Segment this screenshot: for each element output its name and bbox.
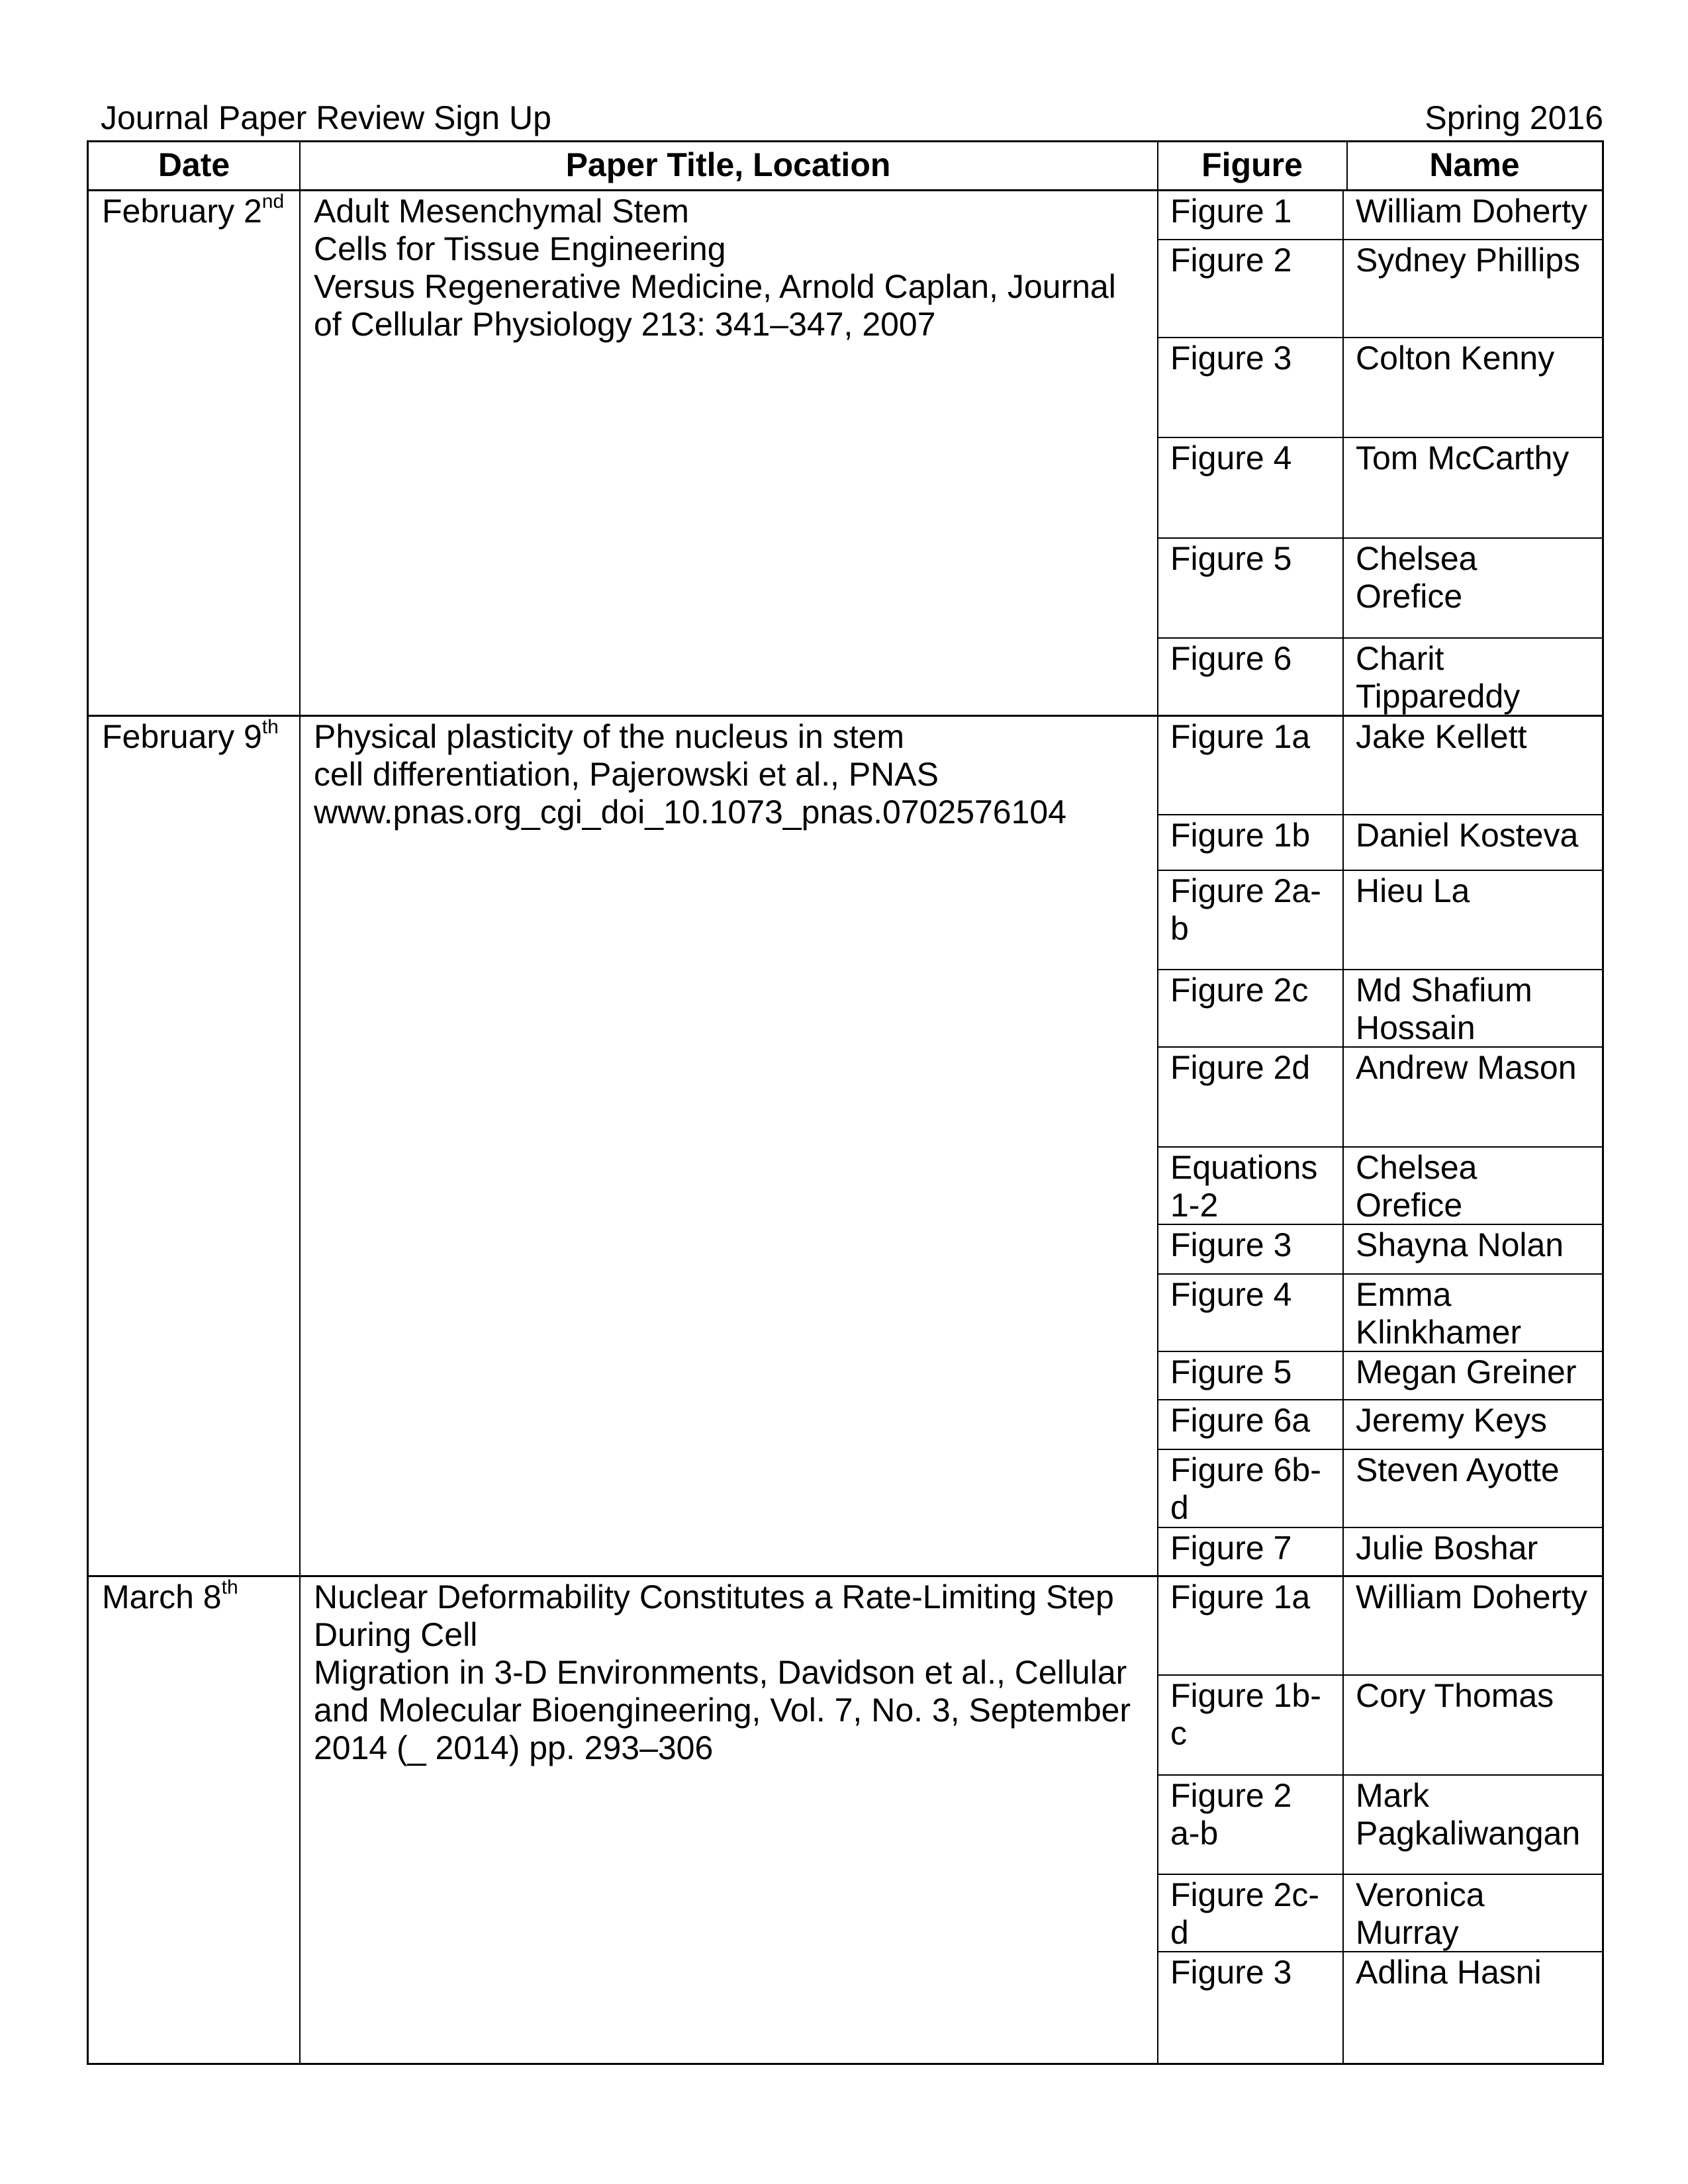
row-divider <box>1157 1146 1602 1148</box>
name-cell: Daniel Kosteva <box>1356 817 1579 854</box>
figure-cell: Figure 2d <box>1170 1049 1311 1086</box>
row-divider <box>1157 1674 1602 1676</box>
session-date <box>102 1578 301 1616</box>
name-cell: Emma Klinkhamer <box>1356 1276 1522 1351</box>
figure-cell: Figure 1 <box>1170 193 1292 230</box>
name-cell: Andrew Mason <box>1356 1049 1577 1086</box>
figure-cell: Figure 3 <box>1170 1954 1292 1991</box>
name-cell: Cory Thomas <box>1356 1677 1554 1714</box>
row-divider <box>1157 870 1602 871</box>
paper-line: During Cell <box>314 1616 478 1653</box>
paper-citation <box>314 718 1168 831</box>
figure-cell: Figure 2a-b <box>1170 872 1321 947</box>
name-cell: Jake Kellett <box>1356 718 1527 755</box>
name-cell: Chelsea Orefice <box>1356 1149 1477 1224</box>
document-title: Journal Paper Review Sign Up <box>101 99 551 136</box>
figure-cell: Figure 7 <box>1170 1529 1292 1567</box>
row-divider <box>1157 1273 1602 1275</box>
name-cell: Jeremy Keys <box>1356 1402 1547 1439</box>
row-divider <box>1157 814 1602 815</box>
date-text: March 8 <box>102 1578 222 1615</box>
figure-cell: Figure 2c-d <box>1170 1876 1320 1951</box>
name-cell: Veronica Murray <box>1356 1876 1485 1951</box>
name-cell: Steven Ayotte <box>1356 1451 1560 1488</box>
name-cell: Hieu La <box>1356 872 1470 909</box>
paper-line: of Cellular Physiology 213: 341–347, 2007 <box>314 306 936 343</box>
date-suffix: nd <box>261 191 285 212</box>
figure-cell: Figure 5 <box>1170 540 1292 577</box>
paper-line: cell differentiation, Pajerowski et al., PNAS <box>314 756 939 793</box>
name-cell: Chelsea Orefice <box>1356 540 1477 615</box>
paper-line: Adult Mesenchymal Stem <box>314 193 689 230</box>
name-cell: Md Shafium Hossain <box>1356 972 1532 1046</box>
name-cell: Sydney Phillips <box>1356 242 1581 279</box>
date-text: February 9 <box>102 718 262 755</box>
session-divider <box>89 1575 1602 1577</box>
column-header-figure: Figure <box>1157 142 1347 191</box>
column-header-date: Date <box>89 142 299 191</box>
row-divider <box>1157 1527 1602 1528</box>
figure-cell: Figure 6 <box>1170 640 1292 677</box>
row-divider <box>1157 337 1602 338</box>
date-text: February 2 <box>102 193 262 230</box>
figure-cell: Figure 3 <box>1170 1226 1292 1263</box>
term-label: Spring 2016 <box>1425 99 1603 136</box>
paper-line: Physical plasticity of the nucleus in stem <box>314 718 905 755</box>
paper-citation <box>314 193 1168 343</box>
figure-cell: Figure 2 <box>1170 242 1292 279</box>
divider <box>299 142 301 2065</box>
figure-cell: Figure 3 <box>1170 340 1292 377</box>
row-divider <box>1157 537 1602 539</box>
figure-cell: Figure 5 <box>1170 1353 1292 1390</box>
name-cell: Julie Boshar <box>1356 1529 1538 1567</box>
paper-line: Migration in 3-D Environments, Davidson et al., Cellular <box>314 1654 1127 1691</box>
name-cell: William Doherty <box>1356 193 1588 230</box>
column-header-name: Name <box>1347 142 1602 191</box>
row-divider <box>1157 1399 1602 1400</box>
name-cell: Shayna Nolan <box>1356 1226 1564 1263</box>
figure-cell: Equations 1-2 <box>1170 1149 1318 1224</box>
row-divider <box>1157 437 1602 438</box>
figure-cell: Figure 2c <box>1170 972 1309 1009</box>
paper-line: www.pnas.org_cgi_doi_10.1073_pnas.0702576104 <box>314 794 1067 831</box>
row-divider <box>1157 239 1602 240</box>
figure-cell: Figure 1a <box>1170 1578 1311 1615</box>
name-cell: Mark Pagkaliwangan <box>1356 1777 1581 1852</box>
paper-citation <box>314 1578 1168 1767</box>
date-suffix: th <box>261 716 279 738</box>
date-suffix: th <box>221 1576 238 1598</box>
session-date <box>102 193 301 230</box>
column-header-paper: Paper Title, Location <box>299 142 1157 191</box>
row-divider <box>1157 1774 1602 1776</box>
session-date <box>102 718 301 756</box>
divider <box>1157 142 1158 2065</box>
figure-cell: Figure 1b-c <box>1170 1677 1321 1752</box>
name-cell: Tom McCarthy <box>1356 439 1570 477</box>
figure-cell: Figure 2 a-b <box>1170 1777 1292 1852</box>
signup-table <box>87 140 1604 2065</box>
row-divider <box>1157 637 1602 639</box>
figure-cell: Figure 4 <box>1170 439 1292 477</box>
paper-line: and Molecular Bioengineering, Vol. 7, No. 3, September <box>314 1692 1131 1729</box>
paper-line: 2014 (_ 2014) pp. 293–306 <box>314 1729 714 1766</box>
paper-line: Nuclear Deformability Constitutes a Rate-Limiting Step <box>314 1578 1114 1615</box>
figure-cell: Figure 1a <box>1170 718 1311 755</box>
divider <box>1346 142 1348 191</box>
name-cell: Colton Kenny <box>1356 340 1555 377</box>
figure-cell: Figure 6a <box>1170 1402 1311 1439</box>
paper-line: Cells for Tissue Engineering <box>314 230 726 267</box>
name-cell: William Doherty <box>1356 1578 1588 1615</box>
row-divider <box>1157 1874 1602 1875</box>
figure-cell: Figure 1b <box>1170 817 1311 854</box>
figure-cell: Figure 6b-d <box>1170 1451 1321 1526</box>
figure-cell: Figure 4 <box>1170 1276 1292 1313</box>
name-cell: Charit Tippareddy <box>1356 640 1521 715</box>
row-divider <box>1157 1449 1602 1450</box>
name-cell: Megan Greiner <box>1356 1353 1577 1390</box>
paper-line: Versus Regenerative Medicine, Arnold Caplan, Journal <box>314 268 1116 305</box>
name-cell: Adlina Hasni <box>1356 1954 1542 1991</box>
row-divider <box>1157 969 1602 970</box>
